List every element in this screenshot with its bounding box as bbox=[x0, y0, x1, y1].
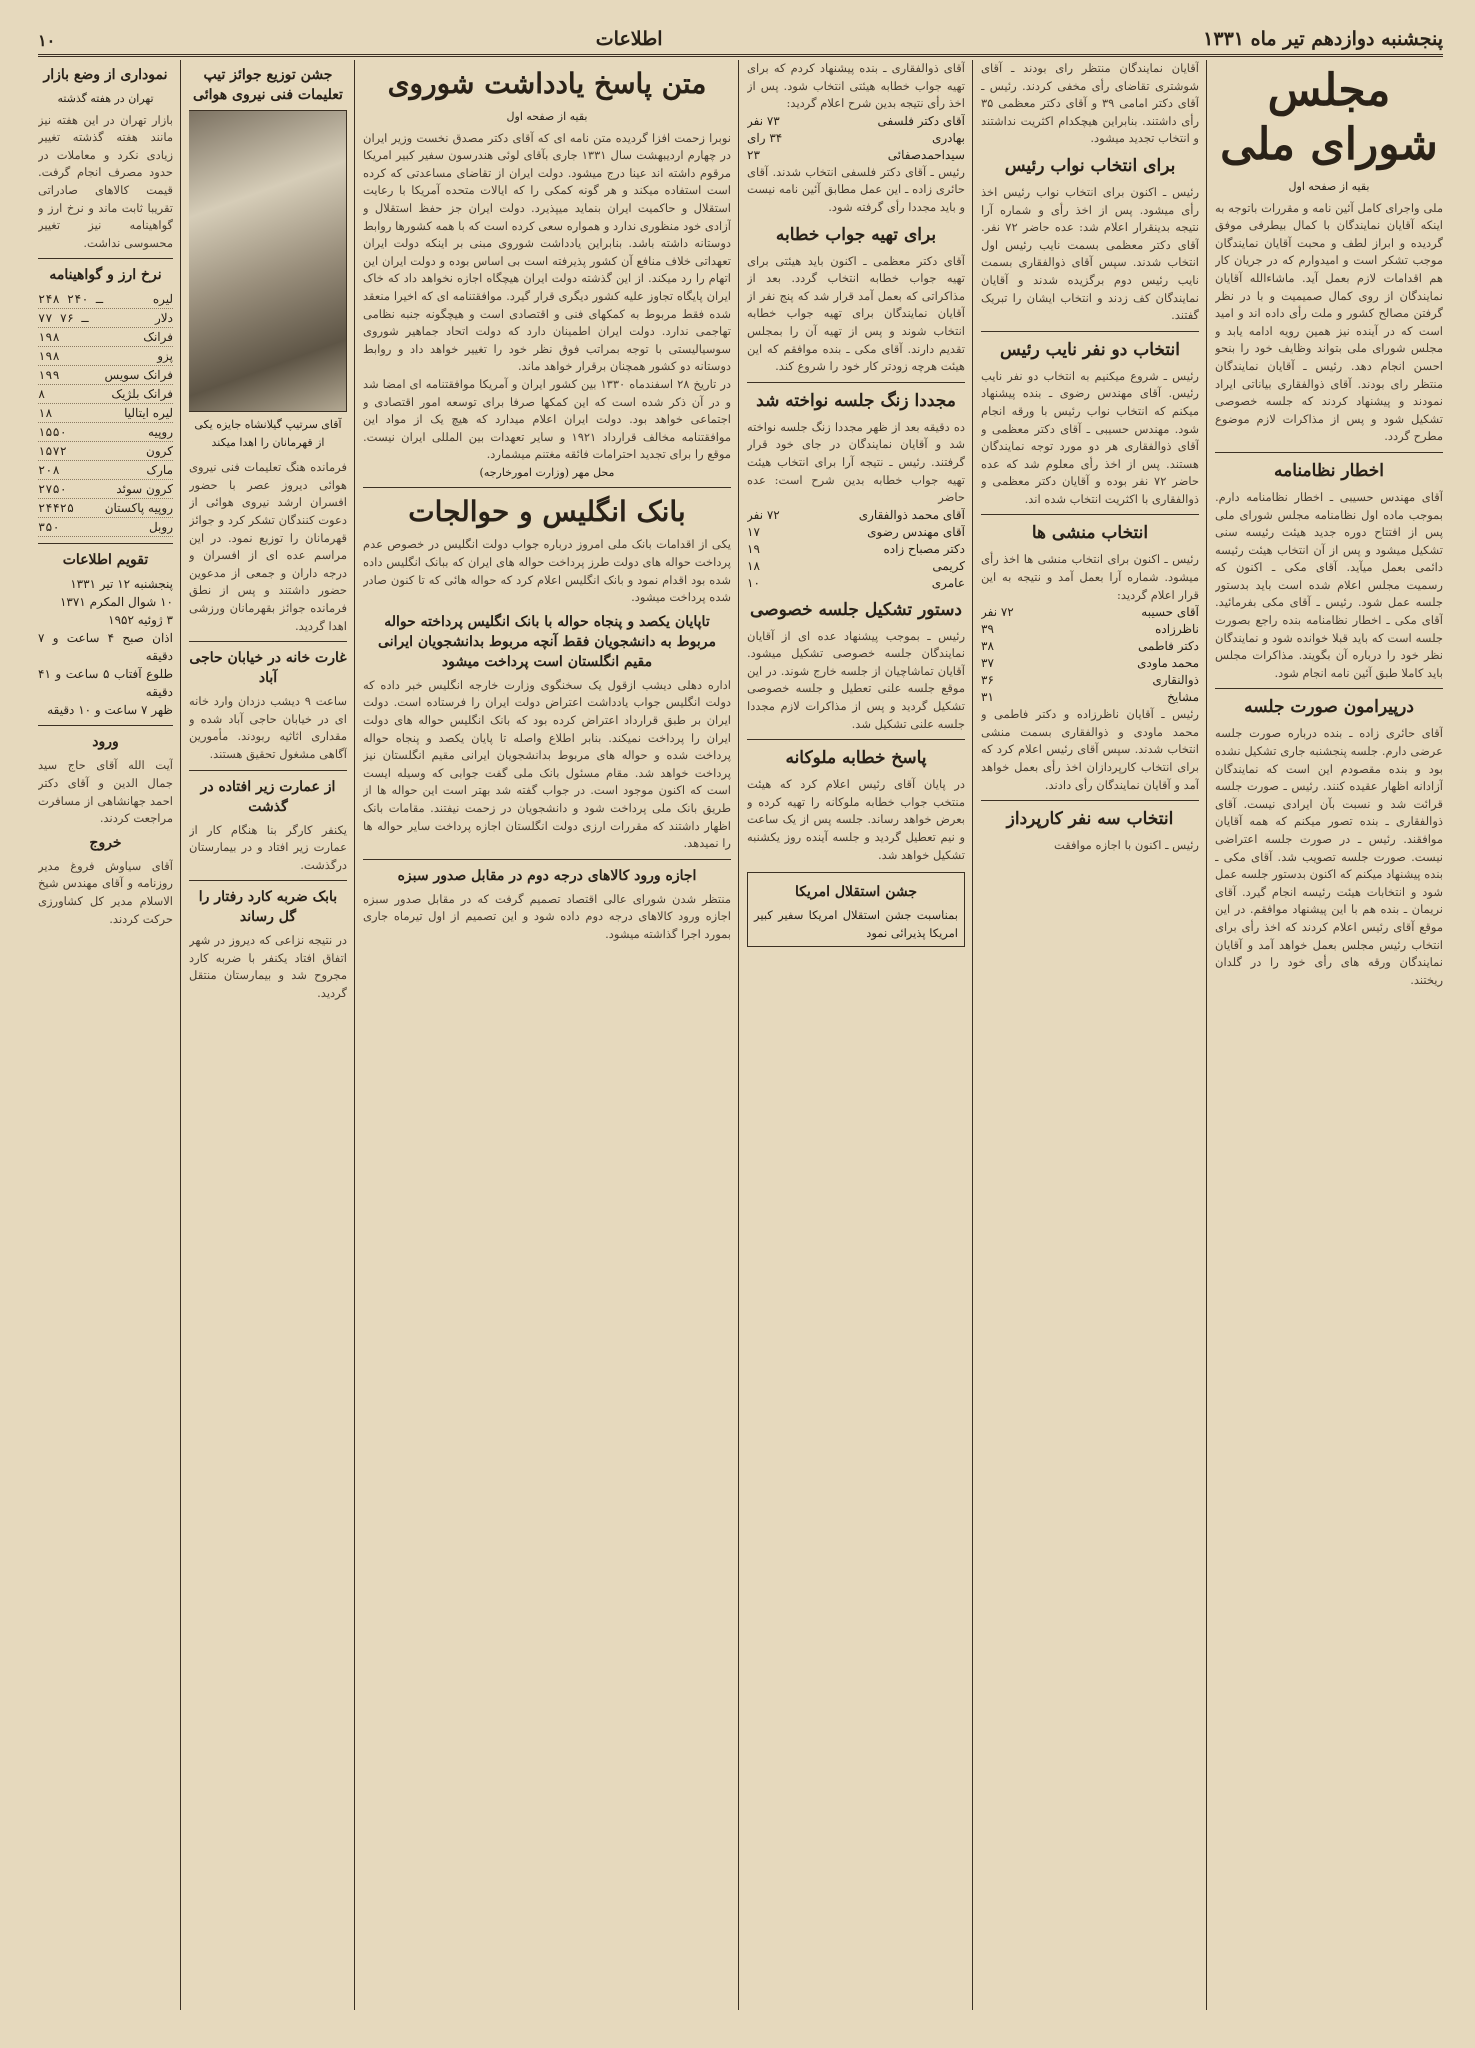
tally-row: ذوالنقاری ۳۶ bbox=[981, 673, 1199, 688]
calendar-line: پنجشنبه ۱۲ تیر ۱۳۳۱ bbox=[70, 577, 173, 592]
column-rule bbox=[738, 60, 739, 2010]
article-body: رئیس ـ آقای دکتر فلسفی انتخاب شدند. آقای حائری زاده ـ این عمل مطابق آئین نامه نیست و باید مجددا رأی گرفته شود. bbox=[747, 164, 965, 214]
tally-row: محمد ماودی ۳۷ bbox=[981, 656, 1199, 671]
calendar-line: ۳ ژوئیه ۱۹۵۲ bbox=[108, 613, 173, 628]
rate-row: روپیه پاکستان ۲۴۴۲۵ bbox=[38, 499, 173, 518]
column-rule bbox=[972, 60, 973, 2010]
article-body: منتظر شدن شورای عالی اقتصاد تصمیم گرفت که در مقابل صدور سبزه اجازه ورود کالاهای درجه دوم داده شود و این تصمیم از اول تیرماه جاری بمورد اجرا گذاشته میشود. bbox=[363, 891, 731, 941]
article-body: یکی از اقدامات بانک ملی امروز درباره جواب دولت انگلیس در خصوص عدم پرداخت حواله های دولت طرز پرداخت حواله های ایران که ببانک انگلیس داده شده بود اقدام نمود و بانک انگلیس اعلام کرد که حواله هائی که تا کنون صادر شده پرداخت میشود. bbox=[363, 537, 731, 605]
article-body: در نتیجه نزاعی که دیروز در شهر اتفاق افتاد یکنفر با ضربه کارد مجروح شد و بیمارستان منتقل گردید. bbox=[189, 933, 347, 1001]
market-subhead: تهران در هفته گذشته bbox=[57, 92, 154, 105]
box-text: بمناسبت جشن استقلال امریکا سفیر کبیر امریکا پذیرائی نمود bbox=[754, 908, 958, 940]
article-body: آقای دکتر معظمی ـ اکنون باید هیئتی برای تهیه جواب خطابه انتخاب گردد. بعد از مذاکراتی که بعمل آمد قرار شد که پنج نفر از آقایان نمایندگان برای تهیه جواب خطابه انتخاب شوند و پس از تهیه آن را بمجلس تقدیم دارند. آقای مکی ـ بنده موافقم که این هیئت هرچه زودتر کار خود را شروع کند. bbox=[747, 253, 965, 374]
tally-row: آقای دکتر فلسفی ۷۳ نفر bbox=[747, 113, 965, 128]
section-karpardaz: انتخاب سه نفر کارپرداز bbox=[1006, 809, 1174, 830]
section-two-deputies: انتخاب دو نفر نایب رئیس bbox=[1000, 339, 1180, 360]
tally-row: آقای مهندس رضوی ۱۷ bbox=[747, 524, 965, 539]
masthead-date: پنجشنبه دوازدهم تیر ماه ۱۳۳۱ bbox=[1203, 28, 1443, 50]
calendar bbox=[38, 575, 173, 719]
article-body: آقای مهندس حسیبی ـ اخطار نظامنامه دارم. بموجب ماده اول نظامنامه مجلس شورای ملی پس از افتتاح دوره جدید هیئت رئیسه سنی تشکیل میشود و پس از آن انتخاب هیئت رئیسه دائمی بعمل میآید. آقای مکی ـ اکنون که رسمیت مجلس اعلام شده است باید بدستور جلسه عمل شود. رئیس ـ آقای مکی بفرمائید. آقای مکی ـ اخطار نظامنامه بنده راجع بصورت جلسه است که باید قبلا خوانده شود و نمایندگان نظر خود را درباره آن بگویند. مذاکرات مجلس باید کاملا طبق آئین نامه انجام شود. bbox=[1215, 489, 1443, 680]
column-market bbox=[38, 60, 173, 2010]
rate-row: روپیه ۱۵۵۰ bbox=[38, 423, 173, 442]
masthead bbox=[38, 16, 1443, 57]
calendar-line: طلوع آفتاب ۵ ساعت و ۴۱ دقیقه bbox=[38, 667, 173, 700]
intro-line: آقایان نمایندگان منتظر رای بودند bbox=[1023, 61, 1199, 75]
box-headline: جشن استقلال امریکا bbox=[794, 884, 917, 901]
continued-note: بقیه از صفحه اول bbox=[506, 110, 588, 123]
section-stabbing: بابک ضربه کارد رفتار را گل رساند bbox=[198, 889, 338, 926]
article-body: آیت الله آقای حاج سید جمال الدین و آقای دکتر احمد جهانشاهی از مسافرت مراجعت کردند. bbox=[38, 758, 173, 826]
section-ghaarat: غارت خانه در خیابان حاجی آباد bbox=[189, 650, 347, 687]
column-rule bbox=[180, 60, 181, 2010]
rate-row: فرانک ۱۹۸ bbox=[38, 328, 173, 347]
photo-caption: آقای سرتیپ گیلانشاه جایزه یکی از قهرمانان را اهدا میکند bbox=[194, 418, 342, 449]
column-rule bbox=[1206, 60, 1207, 2010]
rate-row: روبل ۳۵۰ bbox=[38, 518, 173, 537]
tally-a bbox=[747, 113, 965, 164]
calendar-line: ظهر ۷ ساعت و ۱۰ دقیقه bbox=[47, 703, 173, 718]
rate-row: کرون سوئد ۲۷۵۰ bbox=[38, 480, 173, 499]
article-intro: آقای ذوالفقاری ـ بنده پیشنهاد کردم که برای تهیه جواب خطابه هیئتی انتخاب شود. پس از اخذ رأی نتیجه بدین شرح اعلام گردید: bbox=[747, 61, 965, 111]
article-body: ساعت ۹ دیشب دزدان وارد خانه ای در خیابان حاجی آباد شده و مقداری اثاثیه ربودند. مأمورین آگاهی مشغول تحقیق هستند. bbox=[189, 694, 347, 761]
tally-monshi bbox=[981, 604, 1199, 706]
tally-row: آقای محمد ذوالفقاری ۷۲ نفر bbox=[747, 507, 965, 522]
tally-row: مشایخ ۳۱ bbox=[981, 690, 1199, 705]
article-body: بازار تهران در این هفته نیز مانند هفته گذشته تغییر زیادی نکرد و معاملات در حدود مصرف انجام گرفت. قیمت کالاهای صادراتی تقریبا ثابت ماند و نرخ ارز و گواهینامه نیز تغییر محسوسی نداشت. bbox=[38, 112, 173, 250]
calendar-headline: تقویم اطلاعات bbox=[62, 552, 149, 569]
masthead-page-number: ۱۰ bbox=[38, 31, 56, 50]
calendar-line: ۱۰ شوال المکرم ۱۳۷۱ bbox=[59, 595, 173, 610]
headline-market: نموداری از وضع بازار bbox=[43, 67, 168, 83]
tally-row: ناظرزاده ۳۹ bbox=[981, 622, 1199, 637]
article-body: رئیس ـ آقایان ناظرزاده و دکتر فاطمی و محمد ماودی و ذوالفقاری بسمت منشی انتخاب شدند. سپس آقای رئیس اعلام کرد که برای انتخاب کارپردازان اخذ رأی بعمل خواهد آمد و آقایان نمایندگان رأی دادند. bbox=[981, 707, 1199, 792]
section-monshi: انتخاب منشی ها bbox=[1031, 523, 1149, 544]
rate-row: فرانک بلژیک ۸ bbox=[38, 385, 173, 404]
article-body: نوبرا زحمت افزا گردیده متن نامه ای که آقای دکتر مصدق نخست وزیر ایران در چهارم اردیبهشت سال ۱۳۳۱ جاری بآقای لوئی هندرسون سفیر کبیر امریکا مرقوم داشته اند عینا درج میشود. دولت ایران از تقاضای مساعدتی که کرده است استفاده میکند و هر گونه کمکی را که ایالات متحده آمریکا با رعایت استقلال و حاکمیت ایران بنماید میپذیرد. دولت ایران جز حفظ استقلال و آزادی خود منظوری ندارد و همواره سعی کرده است که با همه کشورها روابط دوستانه داشته باشد. بنابراین یادداشت شوروی مبنی بر اینکه دولت ایران تعهداتی خلاف منافع آن کشور پذیرفته است بی اساس بوده و دولت ایران این اتهام را رد میکند. از این گذشته دولت ایران هیچگاه اجازه نخواهد داد که خاک ایران پایگاه تجاوز علیه کشور دیگری قرار گیرد. موافقتنامه ای که اخیرا منعقد شده فقط مربوط به کمکهای فنی و اقتصادی است و هیچگونه جنبه نظامی تهاجمی ندارد. دولت ایران اطمینان دارد که دولت اتحاد جماهیر شوروی سوسیالیستی با توجه بمراتب فوق نظر خود را تغییر خواهد داد و روابط دوستانه دو کشور همچنان برقرار خواهد ماند. bbox=[363, 130, 731, 374]
rate-row: کرون ۱۵۷۲ bbox=[38, 442, 173, 461]
tally-row: بهادری ۳۴ رای bbox=[747, 130, 965, 145]
section-arrivals: ورود bbox=[92, 734, 119, 751]
tally-row: عامری ۱۰ bbox=[747, 575, 965, 590]
column-rule bbox=[354, 60, 355, 2010]
rates-table bbox=[38, 290, 173, 537]
calendar-line: اذان صبح ۴ ساعت و ۷ دقیقه bbox=[38, 631, 173, 664]
rate-row: پزو ۱۹۸ bbox=[38, 347, 173, 366]
trade-headline: اجازه ورود کالاهای درجه دوم در مقابل صدور سبزه bbox=[397, 867, 697, 884]
column-majlis bbox=[1215, 60, 1443, 2010]
section-ekhtar-nezamnameh: اخطار نظامنامه bbox=[1274, 460, 1384, 481]
rate-row: مارک ۲۰۸ bbox=[38, 461, 173, 480]
column-airforce bbox=[189, 60, 347, 2010]
article-body: رئیس ـ شروع میکنیم به انتخاب دو نفر نایب رئیس. آقای مهندس رضوی ـ بنده پیشنهاد میکنم که انتخاب نواب رئیس با ورقه انجام شود. مهندس حسیبی ـ آقای دکتر معظمی و آقای ذوالفقاری هر دو مورد توجه نمایندگان هستند. پس از اخذ رأی معلوم شد که عده حاضر ۷۲ نفر بوده و آقایان دکتر معظمی و ذوالفقاری با اکثریت انتخاب شده اند. bbox=[981, 368, 1199, 506]
continued-note: بقیه از صفحه اول bbox=[1288, 180, 1370, 193]
article-body: فرمانده هنگ تعلیمات فنی نیروی هوائی دیروز عصر با حضور افسران ارشد نیروی هوائی از دعوت کنندگان تشکر کرد و جوائز قهرمانان را توزیع نمود. در این مراسم عده ای از افسران و درجه داران و جمعی از مدعوین حضور داشتند و پس از نطق فرمانده جوائز بقهرمانان ورزشی اهدا گردید. bbox=[189, 460, 347, 633]
column-session bbox=[747, 60, 965, 2010]
section-private-session: دستور تشکیل جلسه خصوصی bbox=[749, 599, 963, 620]
section-departures: خروج bbox=[89, 834, 122, 851]
intro-line: آقای ذوالفقاری ـ بنده پیشنهاد کردم bbox=[790, 61, 965, 75]
section-reply-king: پاسخ خطابه ملوکانه bbox=[785, 748, 927, 769]
tally-row: کریمی ۱۸ bbox=[747, 558, 965, 573]
tally-row: آقای حسیبه ۷۲ نفر bbox=[981, 605, 1199, 620]
signature: محل مهر (وزارت امورخارجه) bbox=[479, 465, 615, 479]
article-body: آقای حائری زاده ـ بنده درباره صورت جلسه عرضی دارم. جلسه پنجشنبه جاری تشکیل نشده بود و بنده مقصودم این است که نمایندگان آزادانه اظهار عقیده کنند. رئیس ـ صورت جلسه قرائت شد و نسبت بآن ایرادی نیست. آقای ذوالفقاری ـ بنده تصور میکنم که همه آقایان موافقند. رئیس ـ در صورت جلسه اعتراضی نیست. صورت جلسه تصویب شد. آقای مکی ـ بنده پیشنهاد میکنم که اکنون بدستور جلسه عمل شود و انتخابات هیئت رئیسه انجام گیرد. آقای نریمان ـ بنده هم با این پیشنهاد موافقم. در این موقع آقای رئیس اعلام کردند که اخذ رأی برای انتخاب رئیس مجلس بعمل خواهد آمد و آقایان نمایندگان ورقه های رأی خود را در گلدان ریختند. bbox=[1215, 726, 1443, 987]
masthead-name: اطلاعات bbox=[595, 28, 663, 50]
rates-headline: نرخ ارز و گواهینامه bbox=[49, 267, 162, 284]
section-sourat-jalaseh: درپیرامون صورت جلسه bbox=[1244, 697, 1414, 718]
section-reply: برای تهیه جواب خطابه bbox=[775, 224, 937, 245]
article-body: ده دقیقه بعد از ظهر مجددا زنگ جلسه نواخته شد و آقایان نمایندگان در جای خود قرار گرفتند. رئیس ـ نتیجه آرا برای انتخاب هیئت تهیه جواب خطابه بدین شرح است: عده حاضر bbox=[747, 419, 965, 505]
news-photo bbox=[189, 110, 347, 412]
article-body: اداره دهلی دیشب ازقول یک سخنگوی وزارت خارجه انگلیس خبر داده که دولت انگلیس جواب یادداشت اعتراض دولت ایران را فرستاده است. دولت ایران بر طبق قرارداد اعتراض کرده بود که بانک انگلیس حواله های دولت ایران را پرداخت نمیکند. بنابر اطلاع واصله تا پایان یکصد و پنجاه حواله پرداخت شده و حواله های مربوط بدانشجویان ایرانی مقیم انگلستان نیز پرداخت خواهد شد. مقام مسئول بانک ملی گفت جوابی که وسیله ایست است که اکنون موجود است. در جواب گفته شد بهتر است این حواله ها از طریق بانک ملی پرداخت شود و دانشجویان در زحمت نیفتند. مقامات بانک اظهار داشتند که مقررات ارزی دولت انگلستان اجازه پرداخت سایر حواله ها را نمیدهد. bbox=[363, 677, 731, 851]
article-body: در پایان آقای رئیس اعلام کرد که هیئت منتخب جواب خطابه ملوکانه را تهیه کرده و بعرض خواهد رساند. جلسه پس از یک ساعت و نیم تعطیل گردید و جلسه آینده روز یکشنبه تشکیل خواهد شد. bbox=[747, 777, 965, 862]
rate-row: دلار ۷۷ ـ ۷۶ bbox=[38, 309, 173, 328]
section-fall: از عمارت زیر افتاده در گذشت bbox=[200, 778, 336, 815]
rate-row: لیره ۲۴۸ ـ ۲۴۰ bbox=[38, 290, 173, 309]
rate-row: لیره ایتالیا ۱۸ bbox=[38, 404, 173, 423]
section-first-naib: برای انتخاب نواب رئیس bbox=[1004, 155, 1176, 176]
article-body: رئیس ـ اکنون برای انتخاب نواب رئیس اخذ رأی میشود. پس از اخذ رأی و شماره آرا نتیجه بدینقرار اعلام شد: عده حاضر ۷۲ نفر. آقای دکتر معظمی بسمت نایب رئیس اول انتخاب شدند. سپس آقای ذوالفقاری بسمت نایب رئیس دوم برگزیده شدند و آقایان نمایندگان کف زدند و انتخاب ایشان را تبریک گفتند. bbox=[981, 184, 1199, 323]
article-body: ملی واجرای کامل آئین نامه و مقررات باتوجه به اینکه آقایان نمایندگان با کمال بیطرفی موفق گردیده و ابراز لطف و محبت آقایان نمایندگان موجب تشکر است و امیدوارم که در جریان کار هم اقدامات لازم بعمل آید. ماشاءالله آقایان نمایندگان از روی کمال صمیمیت و با در نظر گرفتن مصالح کشور و ملت رأی داده اند و امید است که در آینده نیز همین رویه ادامه یابد و مجلس شورای ملی بتواند وظایف خود را بنحو احسن انجام دهد. رئیس ـ آقایان نمایندگان منتظر رای بودند. آقای ذوالفقاری بیاناتی ایراد نمودند و پیشنهاد کردند که جلسه خصوصی تشکیل شود و پس از مذاکرات لازم موضوع مطرح گردد. bbox=[1215, 200, 1443, 444]
rate-row: فرانک سویس ۱۹۹ bbox=[38, 366, 173, 385]
article-body: در تاریخ ۲۸ اسفندماه ۱۳۳۰ بین کشور ایران و آمریکا موافقتنامه ای امضا شد و در آن ذکر شده است که این کمکها صرفا برای توسعه امور اقتصادی و اجتماعی خواهد بود. دولت ایران اعلام میدارد که هیچ یک از مواد این موافقتنامه مخالف قرارداد ۱۹۲۱ و سایر تعهدات بین المللی ایران نیست. موقع را برای تجدید احترامات فائقه مغتنم میشمارد. bbox=[363, 376, 731, 462]
headline-airforce: جشن توزیع جوائز تیپ تعلیمات فنی نیروی هوائی bbox=[193, 67, 343, 103]
tally-b bbox=[747, 507, 965, 592]
tally-row: دکتر مصباح زاده ۱۹ bbox=[747, 541, 965, 556]
article-body: رئیس ـ اکنون برای انتخاب منشی ها اخذ رأی میشود. شماره آرا بعمل آمد و نتیجه به این قرار اعلام گردید: bbox=[981, 552, 1199, 602]
article-body: یکنفر کارگر بنا هنگام کار از عمارت زیر افتاد و در بیمارستان درگذشت. bbox=[189, 822, 347, 872]
section-tamdid: مجددا زنگ جلسه نواخته شد bbox=[756, 390, 956, 411]
column-soviet-note bbox=[363, 60, 731, 2010]
headline-bank: بانک انگلیس و حوالجات bbox=[408, 495, 686, 529]
column-elections bbox=[981, 60, 1199, 2010]
bank-subhead: تاپایان یکصد و پنجاه حواله با بانک انگلیس پرداخته حواله مربوط به دانشجویان فقط آنچه مربوط بدانشجویان ایرانی مقیم انگلستان است پرداخت میشود bbox=[378, 613, 716, 670]
box-american-independence bbox=[747, 872, 965, 947]
article-body: رئیس ـ بموجب پیشنهاد عده ای از آقایان نمایندگان جلسه خصوصی تشکیل میشود. آقایان تماشاچیان از جلسه خارج شوند. در این موقع جلسه علنی تعطیل و جلسه خصوصی تشکیل گردید و پس از مذاکرات لازم مجددا جلسه علنی تشکیل شد. bbox=[747, 628, 965, 731]
article-intro: آقایان نمایندگان منتظر رای بودند ـ آقای شوشتری تقاضای رأی مخفی کردند. رئیس ـ آقای دکتر امامی ۳۹ و آقای دکتر معظمی ۳۵ رأی داشتند. بنابراین هیچکدام اکثریت نداشتند و انتخاب تجدید میشود. bbox=[981, 61, 1199, 146]
tally-row: سیداحمدصفائی ۲۳ bbox=[747, 147, 965, 162]
headline-soviet-note: متن پاسخ یادداشت شوروی bbox=[387, 67, 707, 100]
footer-line: رئیس ـ اکنون با اجازه موافقت bbox=[1053, 838, 1199, 853]
headline-majlis: مجلس شورای ملی bbox=[1220, 65, 1438, 170]
article-body: آقای سیاوش فروغ مدیر روزنامه و آقای مهندس شیخ الاسلام مدیر کل کشاورزی حرکت کردند. bbox=[38, 858, 173, 926]
tally-row: دکتر فاطمی ۳۸ bbox=[981, 639, 1199, 654]
newspaper-page bbox=[38, 28, 1443, 2010]
